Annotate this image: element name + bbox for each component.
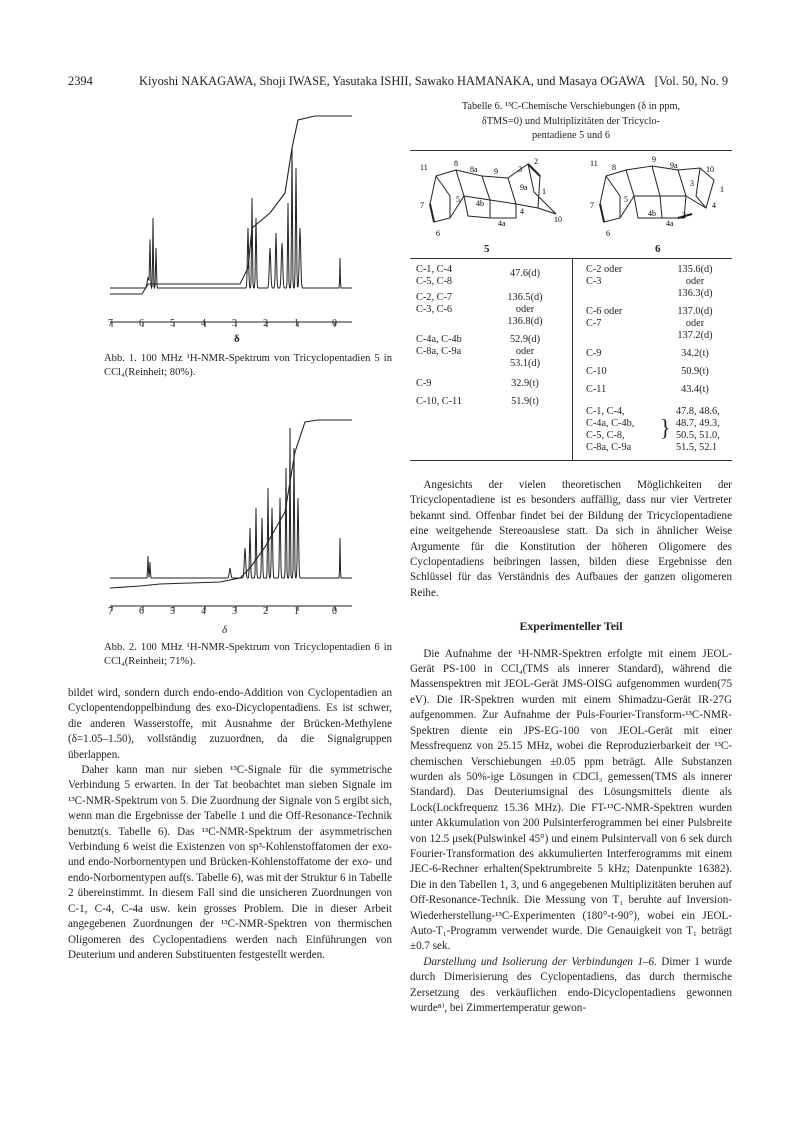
table-cell-value: 47.6(d)	[509, 268, 541, 279]
table-cell-label: C-10, C-11	[416, 396, 462, 407]
authors: Kiyoshi NAKAGAWA, Shoji IWASE, Yasutaka ISHII, Sawako HAMANAKA, und Masaya OGAWA	[139, 74, 646, 88]
svg-text:4: 4	[712, 201, 716, 210]
table-cell-value: 43.4(t)	[681, 384, 709, 395]
svg-text:4a: 4a	[498, 219, 506, 228]
table-cell-value: 135.6(d) oder 136.3(d)	[677, 264, 713, 299]
svg-text:4a: 4a	[666, 219, 674, 228]
svg-text:8: 8	[612, 163, 616, 172]
figure-1-axis-label: δ	[234, 333, 240, 345]
table-6-title	[410, 100, 732, 144]
figure-2-tick-labels	[100, 606, 360, 620]
nmr-spectrum-figure-2	[100, 392, 360, 622]
table-title-line: Tabelle 6. ¹³C-Chemische Verschiebungen (δ in ppm,	[461, 101, 681, 112]
table-cell-value: 32.9(t)	[511, 378, 539, 389]
table-top-rule	[410, 150, 732, 151]
svg-text:8a: 8a	[470, 165, 478, 174]
tick-label: 6	[139, 318, 144, 329]
section-title: Experimenteller Teil	[519, 619, 623, 634]
table-cell-value: 52.9(d) oder 53.1(d)	[509, 334, 541, 369]
tick-label: 7	[108, 606, 113, 617]
svg-text:4b: 4b	[648, 209, 656, 218]
table-cell-label: C-2, C-7 C-3, C-6	[416, 292, 453, 315]
tick-label: 0	[332, 318, 337, 329]
right-column-body	[410, 478, 732, 1016]
svg-text:9: 9	[652, 156, 656, 164]
svg-text:3: 3	[518, 165, 522, 174]
svg-text:7: 7	[590, 201, 594, 210]
table-cell-label: C-6 oder C-7	[586, 306, 623, 329]
svg-text:4: 4	[520, 207, 524, 216]
tick-label: 3	[232, 318, 237, 329]
paragraph: Die Aufnahme der ¹H-NMR-Spektren erfolgte mit einem JEOL-Gerät PS-100 in CCl₄(TMS als innerer Standard), während die Massenspektren mit JEOL-Gerät JMS-OISG aufgenommen wurden(75 eV). Die IR-Spektren wurden mit einem Shimadzu-Gerät IR-27G aufgenommen. Zur Aufnahme der Puls-Fourier-Transform-¹³C-NMR-Spektren diente ein JPS-EG-100 von JEOL-Gerät mit einer Messfrequenz von 25.15 MHz, wobei die Reproduzierbarkeit der ¹³C-chemischen Verschiebungen ±0.05 ppm beträgt. Alle Substanzen wurden als 50%-ige Lösungen in CDCl₃ gemessen(TMS als innerer Standard). Das Deuteriumsignal des Lösungsmittels diente als Lock(Lockfrequenz 15.36 MHz). Die FT-¹³C-NMR-Spektren wurden unter Akkumulation von 200 Pulsinterferogrammen bei einer Pulsbreite von 12.5 μsek(Pulswinkel 45°) und einem Pulsintervall von 6 sek durch Fourier-Transformation des akkumulierten Interferogramms mit einem JEC-6-Rechner erhalten(Spektrumbreite 5 kHz; Datenpunkte 16382). Die in den Tabellen 1, 3, und 6 angegebenen Multiplizitäten beruhen auf Off-Resonance-Technik. Die Messung von T₁ beruhte auf Inversion-Wiederherstellung-¹³C-Experimenten (180°-t-90°), wobei ein JEOL-Auto-T₁-Programm verwendet wurde. Die Genauigkeit von T₁ beträgt ±0.7 sek.	[410, 647, 732, 953]
table-column-divider	[572, 258, 573, 460]
table-brace: }	[660, 414, 671, 441]
tick-label: 1	[294, 606, 299, 617]
svg-text:2: 2	[682, 211, 686, 220]
table-cell-value: 136.5(d) oder 136.8(d)	[507, 292, 543, 327]
table-mid-rule	[410, 258, 732, 259]
table-title-line: pentadiene 5 und 6	[531, 130, 611, 141]
tick-label: 2	[263, 318, 268, 329]
table-cell-label: C-11	[586, 384, 607, 395]
svg-text:5: 5	[624, 195, 628, 204]
svg-text:3: 3	[690, 179, 694, 188]
table-title-line: δTMS=0) und Multiplizitäten der Tricyclo-	[481, 115, 661, 127]
tick-label: 6	[139, 606, 144, 617]
table-cell-label: C-9	[416, 378, 432, 389]
paragraph: Angesichts der vielen theoretischen Möglichkeiten der Tricyclopentadiene ist es besonders auffällig, dass nur vier Vertreter bekannt sind. Offenbar findet bei der Bildung der Tricyclopentadiene eine weitgehende Stereoauslese statt. Da sich in ähnlicher Weise Argumente für die Konstitution der höheren Oligomere des Cyclopentadiens beibringen lassen, bilden diese Ergebnisse den Schlüssel für das Verständnis des Aufbaues der ganzen oligomeren Reihe.	[410, 479, 732, 599]
figure-2-axis-label: δ	[222, 624, 228, 636]
table-cell-value: 51.9(t)	[511, 396, 539, 407]
svg-text:4b: 4b	[476, 199, 484, 208]
svg-text:11: 11	[590, 159, 598, 168]
tick-label: 2	[263, 606, 268, 617]
paragraph: bildet wird, sondern durch endo-endo-Addition von Cyclopentadien an Cyclopentendoppelbindung des exo-Dicyclopentadiens. Es ist schwer, die anderen Wasserstoffe, mit Ausnahme der Brücken-Methylene (δ=1.05–1.50), vollständig zuzuordnen, da die Signalgruppen überlappen.	[68, 687, 392, 761]
figure-1-tick-labels	[100, 318, 360, 332]
svg-text:10: 10	[706, 165, 714, 174]
tick-label: 1	[294, 318, 299, 329]
table-cell-label: C-10	[586, 366, 607, 377]
svg-text:2: 2	[534, 157, 538, 166]
paragraph-heading: Darstellung und Isolierung der Verbindungen 1–6.	[423, 955, 657, 968]
svg-text:9a: 9a	[670, 161, 678, 170]
table-cell-label: C-4a, C-4b C-8a, C-9a	[416, 334, 462, 357]
atom-label: 11	[420, 163, 428, 172]
tick-label: 0	[332, 606, 337, 617]
page-number: 2394	[68, 74, 93, 88]
tick-label: 4	[201, 606, 206, 617]
table-cell-label: C-1, C-4, C-4a, C-4b, C-5, C-8, C-8a, C-9a	[586, 406, 635, 453]
table-cell-value: 137.0(d) oder 137.2(d)	[677, 306, 713, 341]
tick-label: 4	[201, 318, 206, 329]
structure-6-diagram	[586, 156, 732, 246]
svg-text:5: 5	[456, 195, 460, 204]
author-line	[139, 74, 728, 89]
table-cell-label: C-2 oder C-3	[586, 264, 623, 287]
svg-text:9: 9	[494, 167, 498, 176]
table-bottom-rule	[410, 460, 732, 461]
svg-text:7: 7	[420, 201, 424, 210]
svg-text:1: 1	[720, 185, 724, 194]
svg-text:9a: 9a	[520, 183, 528, 192]
structure-5-label: 5	[484, 243, 490, 255]
figure-2-caption: Abb. 2. 100 MHz ¹H-NMR-Spektrum von Tricyclopentadien 6 in CCl₄(Reinheit; 71%).	[104, 642, 392, 667]
structure-5-diagram	[416, 156, 566, 246]
svg-text:10: 10	[554, 215, 562, 224]
table-cell-label: C-9	[586, 348, 602, 359]
tick-label: 7	[108, 318, 113, 329]
paragraph-text: Dimer 1 wurde durch Dimerisierung des Cyclopentadiens, das durch thermische Zersetzung des verkäuflichen endo-Dicyclopentadiens gewonnen wurde⁸⁾, bei Zimmertemperatur gewon-	[410, 955, 732, 1014]
table-cell-value: 50.9(t)	[681, 366, 709, 377]
paragraph: Daher kann man nur sieben ¹³C-Signale für die symmetrische Verbindung 5 erwarten. In der Tat beobachtet man sieben Signale im ¹³C-NMR-Spektrum von 5. Die Zuordnung der Signale von 5 ergibt sich, wenn man die Ergebnisse der Tabelle 1 und die Off-Resonance-Technik benutzt(s. Tabelle 6). Das ¹³C-NMR-Spektrum der asymmetrischen Verbindung 6 weist die Existenzen von sp³-Kohlenstoffatomen der exo- und endo-Norbornentypen und Brücken-Kohlenstoffatome der exo- und endo-Norbornentypen auf(s. Tabelle 6), was mit der Struktur 6 in Tabelle 2 übereinstimmt. In diesem Fall sind die unsicheren Zuordnungen von C-1, C-4, C-4a usw. kein grosses Problem. Die in dieser Arbeit angegebenen Zuordnungen der ¹³C-NMR-Spektren von thermischen Oligomeren des Cyclopentadiens werden nach Einführungen von Deuterium und anderen Substituenten festgestellt werden.	[68, 764, 392, 961]
nmr-spectrum-figure-1	[100, 108, 360, 348]
figure-1-caption: Abb. 1. 100 MHz ¹H-NMR-Spektrum von Tricyclopentadien 5 in CCl₄(Reinheit; 80%).	[104, 353, 392, 378]
tick-label: 5	[170, 318, 175, 329]
paragraph	[410, 955, 732, 1017]
svg-text:6: 6	[436, 229, 440, 238]
tick-label: 5	[170, 606, 175, 617]
table-cell-value: 47.8, 48.6, 48.7, 49.3, 50.5, 51.0, 51.5, 52.1	[676, 406, 720, 453]
journal-volume: [Vol. 50, No. 9	[654, 74, 729, 88]
svg-text:6: 6	[606, 229, 610, 238]
tick-label: 3	[232, 606, 237, 617]
svg-text:1: 1	[542, 187, 546, 196]
left-column-body	[68, 686, 392, 963]
table-cell-label: C-1, C-4 C-5, C-8	[416, 264, 453, 287]
structure-6-label: 6	[655, 243, 661, 255]
svg-text:8: 8	[454, 159, 458, 168]
table-cell-value: 34.2(t)	[681, 348, 709, 359]
